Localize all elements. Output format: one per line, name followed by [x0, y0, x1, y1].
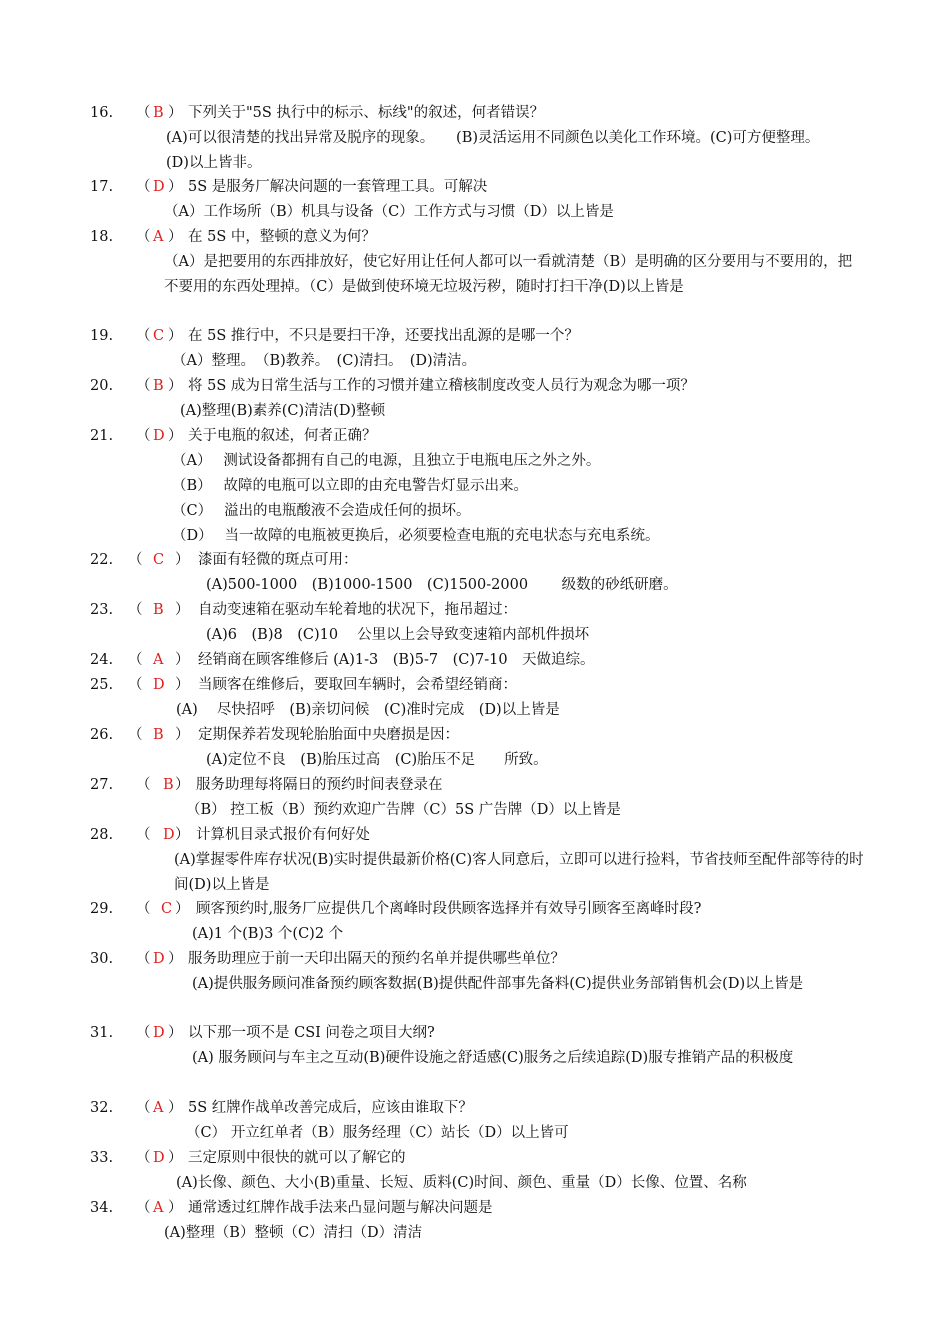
option-line: (A)1 个(B)3 个(C)2 个 — [192, 926, 344, 942]
answer-letter: D — [163, 827, 175, 843]
answer-letter: D — [153, 677, 165, 693]
question-text: 服务助理应于前一天印出隔天的预约名单并提供哪些单位？ — [188, 951, 565, 967]
document-page: 16. （ B ） 下列关于"5S 执行中的标示、标线"的叙述，何者错误？ (A)可以很清楚的找出异常及脱序的现象。 (B)灵活运用不同颜色以美化工作环境。(C)可方便整理。 (D)以上皆非。 17. （ D ） 5S 是服务厂解决问题的一套管理工具。可解决 （A）工作场所（B）机具与设备（C）工作方式与习惯（D）以上皆是 18. （ A ） 在 5S 中，整顿的意义为何？ （A）是把要用的东西排放好，使它好用让任何人都可以一看就清楚（B）是明确的区分要用与不要用的，把不要用的东西处理掉。（C）是做到使环境无垃圾污秽，随时打扫干净(D)以上皆是 19. （ C ） 在 5S 推行中，不只是要扫干净，还要找出乱源的是哪一个？ （A）整理。 （B)教养。 (C)清扫。 (D)清洁。 20. （ B ） 将 5S 成为日常生活与工作的习惯并建立稽核制度改变人员行为观念为哪一项？ (A)整理(B)素养(C)清洁(D)整顿 21. （ D ） 关于电瓶的叙述，何者正确？ （A） 测试设备都拥有自己的电源，且独立于电瓶电压之外之外。 （B） 故障的电瓶可以立即的由充电警告灯显示出来。 （C） 溢出的电瓶酸液不会造成任何的损坏。 （D） 当一故障的电瓶被更换后，必须要检查电瓶的充电状态与充电系统。 22. （ C ） 漆面有轻微的斑点可用： (A)500-1000 (B)1000-1500 (C)1500-2000 级数的砂纸研磨。 23. （ B ） 自动变速箱在驱动车轮着地的状况下，拖吊超过： (A)6 (B)8 (C)10 公里以上会导致变速箱内部机件损坏 24. （ A ） 经销商在顾客维修后 (A)1-3 (B)5-7 (C)7-10 天做追综。 25. （ D ） 当顾客在维修后，要取回车辆时，会希望经销商： (A) 尽快招呼 (B)亲切问候 (C)准时完成 (D)以上皆是 26. （ B ） 定期保养若发现轮胎胎面中央磨损是因： (A)定位不良 (B)胎压过高 (C)胎压不足 所致。 27. （ B ） 服务助理每将隔日的预约时间表登录在 （B） 控工板（B）预约欢迎广告牌（C）5S 广告牌（D）以上皆是 28. （ D ） 计算机目录式报价有何好处 (A)掌握零件库存状况(B)实时提供最新价格(C)客人同意后，立即可以进行捡料，节省技师至配件部等待的时间(D)以上皆是 29. （ C ） 顾客预约时,服务厂应提供几个离峰时段供顾客选择并有效导引顾客至离峰时段? (A)1 个(B)3 个(C)2 个 30. （ D ） 服务助理应于前一天印出隔天的预约名单并提供哪些单位？ (A)提供服务顾问准备预约顾客数据(B)提供配件部事先备料(C)提供业务部销售机会(D)以上皆是 31. （ D ） 以下那一项不是 CSI 问卷之项目大纲? (A) 服务顾问与车主之互动(B)硬件设施之舒适感(C)服务之后续追踪(D)服专推销产品的积极度 32. （ A ） 5S 红牌作战单改善完成后，应该由谁取下？ （C） 开立红单者（B）服务经理（C）站长（D）以上皆可 33. （ D ） 三定原则中很快的就可以了解它的 (A)长像、颜色、大小(B)重量、长短、质料(C)时间、颜色、重量（D）长像、位置、名称 34. （ A ） 通常透过红牌作战手法来凸显问题与解决问题是 (A)整理（B）整顿（C）清扫（D）清洁 — [0, 0, 950, 1344]
question-text: 当顾客在维修后，要取回车辆时，会希望经销商： — [198, 677, 517, 693]
question-number: 28. — [90, 827, 114, 843]
question-number: 16. — [90, 105, 114, 121]
question-number: 34. — [90, 1200, 114, 1216]
answer-letter: D — [153, 1025, 165, 1041]
option-line: （A） 测试设备都拥有自己的电源，且独立于电瓶电压之外之外。 — [172, 453, 601, 469]
question-text: 经销商在顾客维修后 (A)1-3 (B)5-7 (C)7-10 天做追综。 — [198, 652, 595, 668]
answer-letter: A — [153, 229, 164, 245]
question-text: 三定原则中很快的就可以了解它的 — [188, 1150, 406, 1166]
option-line: （B） 控工板（B）预约欢迎广告牌（C）5S 广告牌（D）以上皆是 — [186, 802, 621, 818]
question-text: 在 5S 中，整顿的意义为何？ — [188, 229, 376, 245]
question-number: 33. — [90, 1150, 114, 1166]
answer-letter: B — [163, 777, 174, 793]
question-number: 19. — [90, 328, 114, 344]
option-line: (A)整理（B）整顿（C）清扫（D）清洁 — [164, 1225, 423, 1241]
answer-letter: D — [153, 428, 165, 444]
option-line: （C） 开立红单者（B）服务经理（C）站长（D）以上皆可 — [186, 1125, 569, 1141]
option-line: (A)提供服务顾问准备预约顾客数据(B)提供配件部事先备料(C)提供业务部销售机会(D)以上皆是 — [192, 976, 804, 992]
option-line: (A)掌握零件库存状况(B)实时提供最新价格(C)客人同意后，立即可以进行捡料，节省技师至配件部等待的时间(D)以上皆是 — [174, 852, 864, 893]
answer-letter: C — [153, 552, 165, 568]
question-number: 26. — [90, 727, 114, 743]
question-number: 31. — [90, 1025, 114, 1041]
answer-letter: D — [153, 951, 165, 967]
option-line: （B） 故障的电瓶可以立即的由充电警告灯显示出来。 — [172, 478, 529, 494]
option-line: （A）整理。 （B)教养。 (C)清扫。 (D)清洁。 — [172, 353, 477, 369]
answer-letter: B — [153, 105, 164, 121]
answer-letter: B — [153, 378, 164, 394]
question-text: 在 5S 推行中，不只是要扫干净，还要找出乱源的是哪一个？ — [188, 328, 579, 344]
question-text: 以下那一项不是 CSI 问卷之项目大纲? — [188, 1025, 435, 1041]
answer-letter: D — [153, 179, 165, 195]
option-line: (A) 尽快招呼 (B)亲切问候 (C)准时完成 (D)以上皆是 — [176, 702, 560, 718]
question-text: 5S 是服务厂解决问题的一套管理工具。可解决 — [188, 179, 488, 195]
question-number: 20. — [90, 378, 114, 394]
question-number: 21. — [90, 428, 114, 444]
question-text: 定期保养若发现轮胎胎面中央磨损是因： — [198, 727, 459, 743]
answer-letter: A — [153, 1100, 164, 1116]
question-number: 24. — [90, 652, 114, 668]
answer-letter: B — [153, 602, 164, 618]
question-number: 22. — [90, 552, 114, 568]
question-text: 漆面有轻微的斑点可用： — [198, 552, 358, 568]
question-number: 17. — [90, 179, 114, 195]
question-text: 下列关于"5S 执行中的标示、标线"的叙述，何者错误？ — [188, 105, 545, 121]
question-number: 25. — [90, 677, 114, 693]
option-line: (A) 服务顾问与车主之互动(B)硬件设施之舒适感(C)服务之后续追踪(D)服专推销产品的积极度 — [192, 1050, 794, 1066]
option-line: （C） 溢出的电瓶酸液不会造成任何的损坏。 — [172, 503, 471, 519]
question-text: 计算机目录式报价有何好处 — [196, 827, 370, 843]
option-line: (A)6 (B)8 (C)10 公里以上会导致变速箱内部机件损坏 — [206, 627, 590, 643]
answer-letter: B — [153, 727, 164, 743]
question-text: 将 5S 成为日常生活与工作的习惯并建立稽核制度改变人员行为观念为哪一项？ — [188, 378, 695, 394]
question-number: 32. — [90, 1100, 114, 1116]
option-line: (A)整理(B)素养(C)清洁(D)整顿 — [180, 403, 386, 419]
answer-letter: C — [161, 901, 173, 917]
answer-letter: A — [153, 1200, 164, 1216]
question-text: 关于电瓶的叙述，何者正确？ — [188, 428, 377, 444]
answer-letter: A — [153, 652, 164, 668]
option-line: （A）是把要用的东西排放好，使它好用让任何人都可以一看就清楚（B）是明确的区分要用与不要用的，把不要用的东西处理掉。（C）是做到使环境无垃圾污秽，随时打扫干净(D)以上皆是 — [164, 254, 853, 295]
question-number: 23. — [90, 602, 114, 618]
option-line: （A）工作场所（B）机具与设备（C）工作方式与习惯（D）以上皆是 — [164, 204, 614, 220]
answer-letter: C — [153, 328, 165, 344]
option-line: （D） 当一故障的电瓶被更换后，必须要检查电瓶的充电状态与充电系统。 — [172, 528, 660, 544]
question-number: 18. — [90, 229, 114, 245]
question-text: 服务助理每将隔日的预约时间表登录在 — [196, 777, 443, 793]
question-number: 30. — [90, 951, 114, 967]
question-number: 29. — [90, 901, 114, 917]
question-number: 27. — [90, 777, 114, 793]
question-text: 通常透过红牌作战手法来凸显问题与解决问题是 — [188, 1200, 493, 1216]
question-text: 顾客预约时,服务厂应提供几个离峰时段供顾客选择并有效导引顾客至离峰时段? — [196, 901, 702, 917]
option-line: (A)定位不良 (B)胎压过高 (C)胎压不足 所致。 — [206, 752, 548, 768]
option-line: (A)可以很清楚的找出异常及脱序的现象。 (B)灵活运用不同颜色以美化工作环境。(C)可方便整理。 (D)以上皆非。 — [166, 130, 842, 171]
option-line: (A)500-1000 (B)1000-1500 (C)1500-2000 级数的砂纸研磨。 — [206, 577, 678, 593]
answer-letter: D — [153, 1150, 165, 1166]
question-text: 5S 红牌作战单改善完成后，应该由谁取下？ — [188, 1100, 473, 1116]
question-text: 自动变速箱在驱动车轮着地的状况下，拖吊超过： — [198, 602, 517, 618]
option-line: (A)长像、颜色、大小(B)重量、长短、质料(C)时间、颜色、重量（D）长像、位置、名称 — [176, 1175, 747, 1191]
